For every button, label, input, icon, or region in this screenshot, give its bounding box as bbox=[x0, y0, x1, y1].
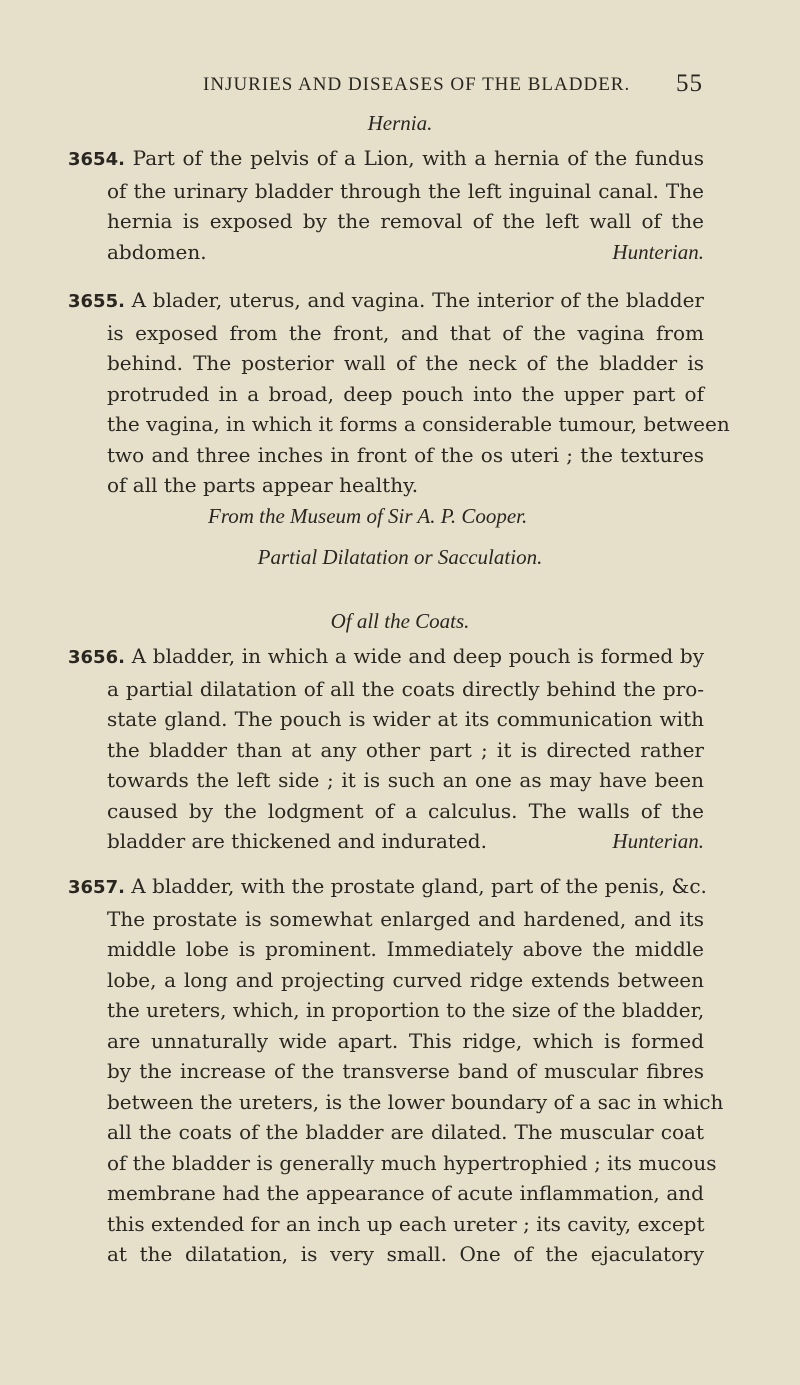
entry-text: middle lobe is prominent. Immediately above the middle bbox=[107, 937, 704, 961]
catalogue-entry-3656 bbox=[68, 641, 704, 857]
entry-text: the ureters, which, in proportion to the size of the bladder, bbox=[107, 998, 705, 1022]
entry-text: this extended for an inch up each ureter ; its cavity, except bbox=[107, 1211, 705, 1236]
page-number: 55 bbox=[676, 70, 703, 97]
entry-text: between the ureters, is the lower boundary of a sac in which bbox=[107, 1089, 724, 1114]
entry-text: A blader, uterus, and vagina. The interior of the bladder bbox=[131, 288, 704, 312]
source-attribution: From the Museum of Sir A. P. Cooper. bbox=[208, 503, 528, 528]
entry-text: membrane had the appearance of acute inflammation, and bbox=[107, 1181, 704, 1205]
entry-text: lobe, a long and projecting curved ridge extends between bbox=[107, 967, 704, 992]
entry-text: two and three inches in front of the os uteri ; the textures bbox=[107, 442, 704, 467]
catalogue-entry-3657 bbox=[68, 871, 724, 1270]
entry-text: behind. The posterior wall of the neck of the bladder is bbox=[107, 351, 704, 375]
entry-text: abdomen. bbox=[107, 239, 207, 264]
entry-text: at the dilatation, is very small. One of the ejaculatory bbox=[107, 1242, 704, 1266]
entry-number: 3656. bbox=[68, 647, 125, 668]
entry-text: A bladder, in which a wide and deep pouch is formed by bbox=[131, 644, 704, 668]
entry-number: 3655. bbox=[68, 291, 125, 312]
entry-text: are unnaturally wide apart. This ridge, which is formed bbox=[107, 1028, 704, 1053]
entry-text: is exposed from the front, and that of the vagina from bbox=[107, 320, 704, 345]
entry-number: 3654. bbox=[68, 149, 125, 170]
entry-text: hernia is exposed by the removal of the left wall of the bbox=[107, 209, 704, 233]
entry-text: towards the left side ; it is such an one as may have been bbox=[107, 768, 704, 792]
entry-text: the bladder than at any other part ; it is directed rather bbox=[107, 737, 704, 762]
section-heading-partial-dilatation: Partial Dilatation or Sacculation. bbox=[257, 545, 543, 569]
entry-text: The prostate is somewhat enlarged and hardened, and its bbox=[107, 906, 704, 931]
entry-text: the vagina, in which it forms a considerable tumour, between bbox=[107, 412, 730, 436]
entry-text: of all the parts appear healthy. bbox=[107, 473, 419, 497]
entry-text: A bladder, with the prostate gland, part of the penis, &c. bbox=[131, 874, 707, 898]
section-heading-hernia: Hernia. bbox=[367, 111, 433, 135]
entry-text: of the urinary bladder through the left inguinal canal. The bbox=[107, 178, 704, 203]
entry-text: of the bladder is generally much hypertrophied ; its mucous bbox=[107, 1150, 717, 1175]
entry-number: 3657. bbox=[68, 877, 125, 898]
catalogue-entry-3655 bbox=[68, 285, 730, 531]
source-attribution: Hunterian. bbox=[612, 829, 704, 853]
entry-text: caused by the lodgment of a calculus. The walls of the bbox=[107, 798, 704, 823]
header-title: INJURIES AND DISEASES OF THE BLADDER. bbox=[203, 74, 631, 95]
entry-text: all the coats of the bladder are dilated. The muscular coat bbox=[107, 1120, 704, 1144]
subsection-heading-all-coats: Of all the Coats. bbox=[330, 609, 470, 633]
entry-text: bladder are thickened and indurated. bbox=[107, 829, 487, 853]
source-attribution: Hunterian. bbox=[612, 239, 704, 264]
entry-text: a partial dilatation of all the coats directly behind the pro- bbox=[107, 676, 704, 701]
entry-text: by the increase of the transverse band of muscular fibres bbox=[107, 1059, 704, 1083]
entry-text: Part of the pelvis of a Lion, with a hernia of the fundus bbox=[132, 146, 704, 170]
entry-text: state gland. The pouch is wider at its communication with bbox=[107, 707, 704, 731]
entry-text: protruded in a broad, deep pouch into the upper part of bbox=[107, 381, 704, 406]
catalogue-entry-3654 bbox=[68, 143, 704, 267]
